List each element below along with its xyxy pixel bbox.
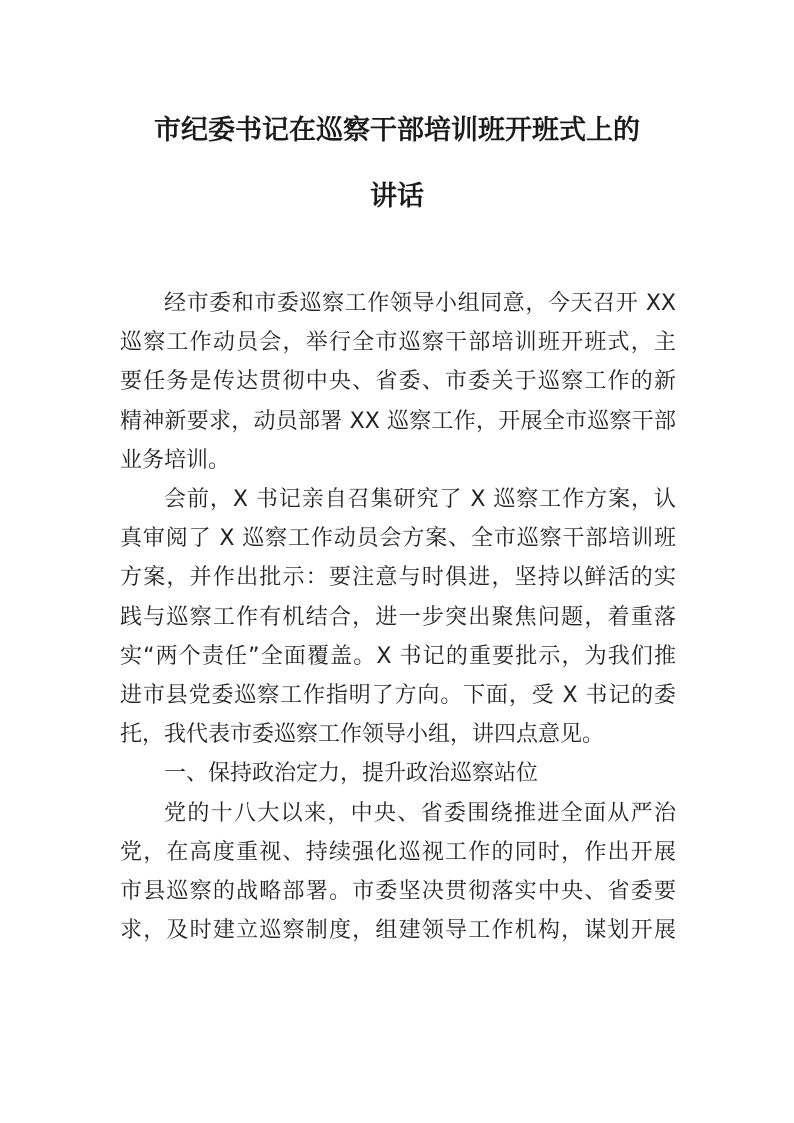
text-line: 进市县党委巡察工作指明了方向。下面，受 X 书记的委 xyxy=(120,683,676,709)
text-line: 党，在高度重视、持续强化巡视工作的同时，作出开展 xyxy=(120,839,676,865)
text-line: 真审阅了 X 巡察工作动员会方案、全市巡察干部培训班 xyxy=(120,526,676,552)
text-line: 践与巡察工作有机结合，进一步突出聚焦问题，着重落 xyxy=(120,604,676,630)
text-line: 市县巡察的战略部署。市委坚决贯彻落实中央、省委要 xyxy=(120,879,676,905)
paragraph-section-one xyxy=(120,794,676,951)
title-line: 讲话 xyxy=(370,181,424,212)
document-body xyxy=(120,284,676,950)
text-line: 实“两个责任”全面覆盖。X 书记的重要批示，为我们推 xyxy=(120,643,676,669)
paragraph-instructions xyxy=(120,480,676,754)
text-line: 要任务是传达贯彻中央、省委、市委关于巡察工作的新 xyxy=(120,369,676,395)
text-line: 精神新要求，动员部署 XX 巡察工作，开展全市巡察干部 xyxy=(120,408,676,434)
text-line: 业务培训。 xyxy=(120,447,231,473)
document-title xyxy=(110,98,684,230)
text-line: 方案，并作出批示：要注意与时俱进，坚持以鲜活的实 xyxy=(120,565,676,591)
text-line: 托，我代表市委巡察工作领导小组，讲四点意见。 xyxy=(120,722,605,748)
text-line: 经市委和市委巡察工作领导小组同意，今天召开 XX xyxy=(164,291,676,316)
text-line: 党的十八大以来，中央、省委围绕推进全面从严治 xyxy=(164,800,676,826)
section-heading xyxy=(120,754,676,793)
paragraph-intro xyxy=(120,284,676,480)
text-line: 会前，X 书记亲自召集研究了 X 巡察工作方案，认 xyxy=(164,487,676,513)
text-line: 巡察工作动员会，举行全市巡察干部培训班开班式，主 xyxy=(120,330,676,356)
heading-line: 一、保持政治定力，提升政治巡察站位 xyxy=(164,761,539,787)
text-line: 求，及时建立巡察制度，组建领导工作机构，谋划开展 xyxy=(120,918,676,944)
title-line: 市纪委书记在巡察干部培训班开班式上的 xyxy=(154,115,640,146)
